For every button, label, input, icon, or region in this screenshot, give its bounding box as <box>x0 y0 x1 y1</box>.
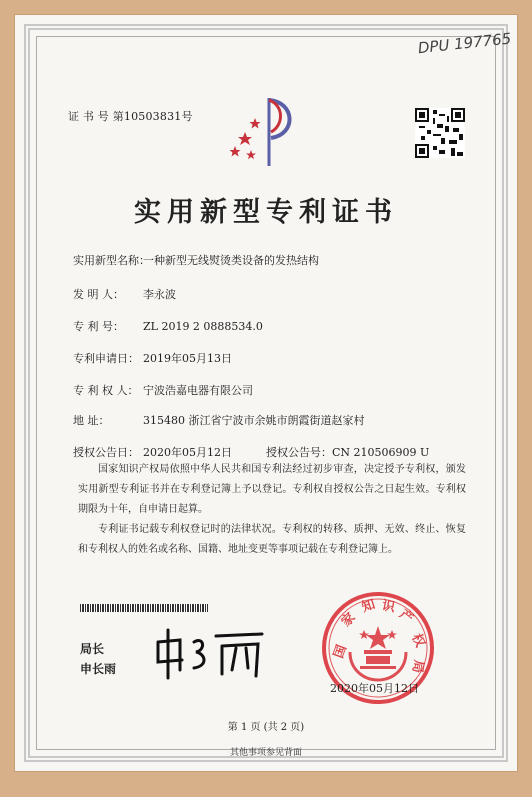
field-label: 专利申请日： <box>73 352 139 365</box>
field-label: 授权公告号： <box>266 446 332 459</box>
qr-code-icon <box>415 108 465 158</box>
seal-date: 2020年05月12日 <box>330 682 419 695</box>
field-patent-number <box>73 318 263 334</box>
field-value: CN 210506909 U <box>332 446 430 459</box>
field-label: 实用新型名称： <box>73 254 150 267</box>
field-label: 专 利 号： <box>73 320 124 333</box>
field-value: ZL 2019 2 0888534.0 <box>143 320 263 333</box>
field-value: 2019年05月13日 <box>143 352 232 365</box>
field-value: 315480 浙江省宁波市余姚市朗霞街道赵家村 <box>143 414 365 427</box>
svg-text:产: 产 <box>396 606 416 627</box>
field-patentee <box>73 382 253 398</box>
svg-text:家: 家 <box>338 610 359 630</box>
field-value: 李永波 <box>143 288 176 301</box>
certificate-number: 证 书 号 第10503831号 <box>68 110 193 123</box>
svg-text:局: 局 <box>408 658 426 675</box>
barcode-icon <box>80 604 208 612</box>
field-grant-date <box>73 444 232 460</box>
field-application-date <box>73 350 232 366</box>
field-value: 一种新型无线熨烫类设备的发热结构 <box>143 254 319 267</box>
svg-text:国: 国 <box>331 643 350 661</box>
certificate-title: 实用新型专利证书 <box>134 197 398 228</box>
page-number: 第 1 页 (共 2 页) <box>227 722 305 733</box>
handwritten-signature-icon <box>150 622 280 684</box>
field-label: 发 明 人： <box>73 288 124 301</box>
field-label: 专 利 权 人： <box>73 384 139 397</box>
svg-text:权: 权 <box>408 631 428 650</box>
svg-text:知: 知 <box>360 597 378 616</box>
field-utility-model-name <box>73 252 319 268</box>
field-label: 地 址： <box>73 414 110 427</box>
footer-note: 其他事项参见背面 <box>229 748 302 758</box>
patent-office-logo-icon <box>225 90 305 170</box>
field-inventor <box>73 286 176 302</box>
signer-name: 申长雨 <box>80 662 117 676</box>
grant-statement-paragraph: 国家知识产权局依照中华人民共和国专利法经过初步审查，决定授予专利权，颁发实用新型专利证书并在专利登记簿上予以登记。专利权自授权公告之日起生效。专利权期限为十年，自申请日起算。 <box>78 464 466 515</box>
field-announcement-number <box>266 444 429 460</box>
field-label: 授权公告日： <box>73 446 139 459</box>
svg-text:识: 识 <box>380 598 397 616</box>
signer-title: 局长 <box>80 642 105 656</box>
legal-status-paragraph: 专利证书记载专利权登记时的法律状况。专利权的转移、质押、无效、终止、恢复和专利权人的姓名或名称、国籍、地址变更等事项记载在专利登记簿上。 <box>78 524 466 555</box>
handwritten-note: DPU 197765 <box>417 29 512 58</box>
field-value: 2020年05月12日 <box>143 446 232 459</box>
field-address <box>73 412 365 428</box>
field-value: 宁波浩嘉电器有限公司 <box>143 384 253 397</box>
